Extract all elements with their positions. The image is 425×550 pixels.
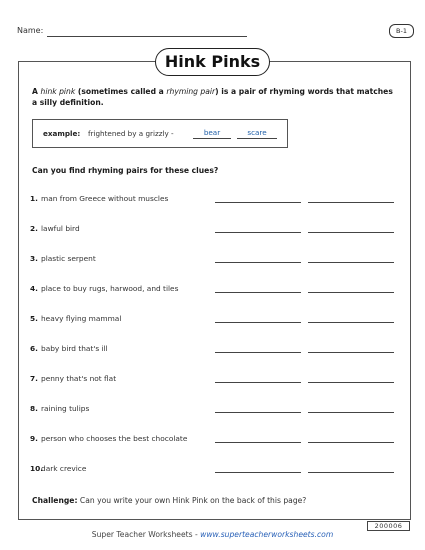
clue-row: [30, 464, 410, 476]
intro-text: [32, 86, 397, 108]
clue-row: [30, 284, 410, 296]
answer-blank-2[interactable]: [308, 412, 394, 413]
clue-number: 3.: [30, 254, 38, 263]
name-line[interactable]: [47, 36, 247, 37]
page-title: Hink Pinks: [155, 48, 270, 76]
clue-text: person who chooses the best chocolate: [41, 434, 188, 443]
clue-text: place to buy rugs, harwood, and tiles: [41, 284, 179, 293]
answer-blank-2[interactable]: [308, 382, 394, 383]
clue-number: 7.: [30, 374, 38, 383]
answer-blank-1[interactable]: [215, 412, 301, 413]
clue-row: [30, 404, 410, 416]
answer-blank-2[interactable]: [308, 292, 394, 293]
clue-row: [30, 224, 410, 236]
answer-blank-1[interactable]: [215, 352, 301, 353]
clue-number: 4.: [30, 284, 38, 293]
footer-code: 200006: [367, 521, 410, 531]
clue-text: baby bird that's ill: [41, 344, 108, 353]
clue-number: 8.: [30, 404, 38, 413]
example-label: example:: [43, 129, 81, 138]
challenge-label: Challenge:: [32, 496, 78, 505]
footer: [0, 530, 425, 539]
answer-blank-2[interactable]: [308, 262, 394, 263]
clue-row: [30, 194, 410, 206]
footer-url-link[interactable]: www.superteacherworksheets.com: [200, 530, 334, 539]
answer-blank-1[interactable]: [215, 232, 301, 233]
answer-blank-2[interactable]: [308, 442, 394, 443]
clue-number: 10.: [30, 464, 44, 473]
clue-text: dark crevice: [41, 464, 87, 473]
clue-text: heavy flying mammal: [41, 314, 122, 323]
clue-number: 1.: [30, 194, 38, 203]
answer-blank-2[interactable]: [308, 202, 394, 203]
clue-number: 6.: [30, 344, 38, 353]
clue-number: 2.: [30, 224, 38, 233]
clue-number: 5.: [30, 314, 38, 323]
example-box: [32, 119, 288, 148]
answer-blank-2[interactable]: [308, 352, 394, 353]
answer-blank-1[interactable]: [215, 202, 301, 203]
answer-blank-1[interactable]: [215, 472, 301, 473]
intro-term-rhyming-pair: rhyming pair: [166, 87, 216, 96]
clue-row: [30, 254, 410, 266]
answer-blank-1[interactable]: [215, 442, 301, 443]
clue-row: [30, 374, 410, 386]
clue-row: [30, 344, 410, 356]
answer-blank-2[interactable]: [308, 322, 394, 323]
intro-part3: ) is a pair of rhyming words that matches a silly definition.: [32, 87, 393, 107]
answer-blank-1[interactable]: [215, 292, 301, 293]
footer-site-name: Super Teacher Worksheets -: [91, 530, 201, 539]
answer-blank-1[interactable]: [215, 262, 301, 263]
answer-blank-1[interactable]: [215, 382, 301, 383]
answer-blank-1[interactable]: [215, 322, 301, 323]
worksheet-code-badge: B-1: [389, 24, 414, 38]
example-answer-1: bear: [193, 128, 231, 139]
clue-text: penny that's not flat: [41, 374, 117, 383]
example-answer-2: scare: [237, 128, 277, 139]
challenge-text: [32, 496, 306, 505]
answer-blank-2[interactable]: [308, 472, 394, 473]
intro-part1: A: [32, 87, 41, 96]
clue-text: lawful bird: [41, 224, 80, 233]
intro-term-hink-pink: hink pink: [40, 87, 76, 96]
clue-text: man from Greece without muscles: [41, 194, 169, 203]
clue-text: raining tulips: [41, 404, 90, 413]
clues-prompt: Can you find rhyming pairs for these clues?: [32, 166, 219, 175]
clue-row: [30, 314, 410, 326]
clue-number: 9.: [30, 434, 38, 443]
challenge-body: Can you write your own Hink Pink on the back of this page?: [77, 496, 307, 505]
answer-blank-2[interactable]: [308, 232, 394, 233]
clue-text: plastic serpent: [41, 254, 96, 263]
name-label: Name:: [17, 26, 44, 35]
example-clue: frightened by a grizzly -: [88, 129, 174, 138]
clue-row: [30, 434, 410, 446]
intro-part2: (sometimes called a: [75, 87, 167, 96]
